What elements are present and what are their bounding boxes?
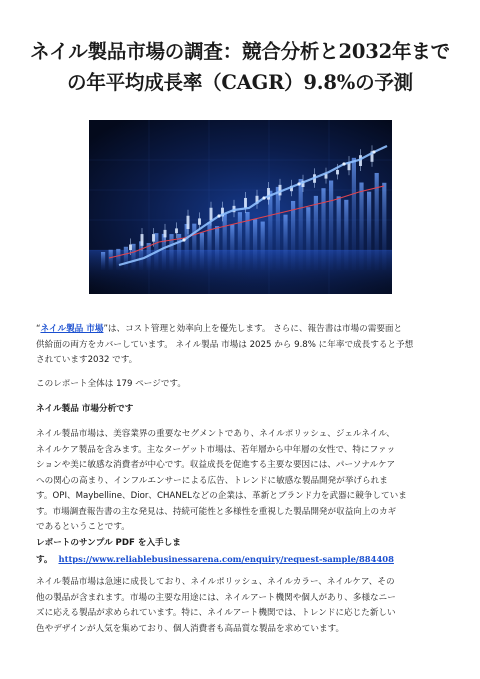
hero-candle xyxy=(187,216,190,229)
sample-pdf-link[interactable]: https://www.reliablebusinessarena.com/enquiry/request-sample/884408 xyxy=(58,553,394,564)
market-link[interactable]: ネイル製品 市場 xyxy=(40,324,104,334)
hero-bar xyxy=(314,196,318,270)
hero-candle xyxy=(267,188,270,200)
hero-bar xyxy=(283,215,287,270)
hero-candle xyxy=(244,198,247,208)
hero-bar xyxy=(306,207,310,270)
hero-bar xyxy=(253,219,257,270)
analysis-heading: ネイル製品 市場分析です xyxy=(36,404,134,414)
hero-candle xyxy=(198,218,201,224)
hero-bar xyxy=(124,247,128,270)
hero-bar xyxy=(131,244,135,270)
hero-candle xyxy=(129,244,132,250)
hero-bar xyxy=(337,196,341,270)
stock-chart-hero-image xyxy=(89,120,392,294)
hero-bar xyxy=(352,158,356,270)
hero-bar xyxy=(359,183,363,270)
hero-bar xyxy=(261,222,265,270)
hero-bar xyxy=(101,252,105,270)
hero-bar xyxy=(367,192,371,270)
title-line-1: ネイル製品市場の調査：競合分析と2032年まで xyxy=(30,40,450,63)
hero-candle xyxy=(210,208,213,221)
hero-bar xyxy=(268,191,272,270)
analysis-paragraph: ネイル製品市場は、美容業界の重要なセグメントであり、ネイルポリッシュ、ジェルネイル、 ネイルケア製品を含みます。主なターゲット市場は、若年層から中年層の女性で、特にファッ ションや美に敏感な消費者が中心です。収益成長を促進する主要な要因には、パーソナルケア への関心の高まり、インフルエンサーによる広告、トレンドに敏感な製品開発が挙げられま す。OPI、Maybelline、Dior、CHANELなどの企業は、革新とブランド力を武器に競争していま す。市場調査報告書の主な発見は、持続可能性と多様性を重視した製品開発が収益向上のカギ であるということです。 xyxy=(36,429,407,532)
hero-bar xyxy=(382,183,386,270)
hero-bar xyxy=(200,233,204,270)
hero-candle xyxy=(164,230,167,238)
hero-candle xyxy=(141,234,144,246)
hero-bar xyxy=(344,200,348,270)
hero-bar xyxy=(116,249,120,270)
hero-bar xyxy=(109,250,113,270)
hero-bar xyxy=(162,234,166,270)
intro-paragraph: “ネイル製品 市場”は、コスト管理と効率向上を優先します。 さらに、報告書は市場の需要面と 供給面の両方をカバーしています。 ネイル製品 市場は 2025 から 9.8% に年率で成長すると予想 されています2032 です。 xyxy=(36,324,414,365)
hero-candle xyxy=(152,234,155,242)
hero-candle xyxy=(175,228,178,233)
hero-bar xyxy=(299,179,303,270)
page-title xyxy=(20,36,460,98)
hero-bar xyxy=(276,187,280,270)
hero-bar xyxy=(215,226,219,270)
hero-candle xyxy=(336,170,339,174)
hero-bar xyxy=(238,212,242,270)
closing-paragraph: ネイル製品市場は急速に成長しており、ネイルポリッシュ、ネイルカラー、ネイルケア、その 他の製品が含まれます。市場の主要な用途には、ネイルアート機関や個人があり、多様なニー ズに応える製品が求められています。特に、ネイルアート機関では、トレンドに応じた新しい 色やデザインが人気を集めており、個人消費者も高品質な製品を求めています。 xyxy=(36,577,396,634)
hero-bar xyxy=(223,214,227,270)
hero-bar xyxy=(329,181,333,270)
hero-bar xyxy=(321,188,325,270)
hero-bar xyxy=(230,225,234,270)
page-count-note: このレポート全体は 179 ページです。 xyxy=(36,379,186,389)
sample-request: レポートのサンプル PDF を入手しま す。 https://www.reliablebusinessarena.com/enquiry/request-sample/884408 xyxy=(36,538,394,565)
title-line-2: の年平均成長率（CAGR）9.8%の予測 xyxy=(67,71,413,94)
hero-bar xyxy=(291,201,295,270)
